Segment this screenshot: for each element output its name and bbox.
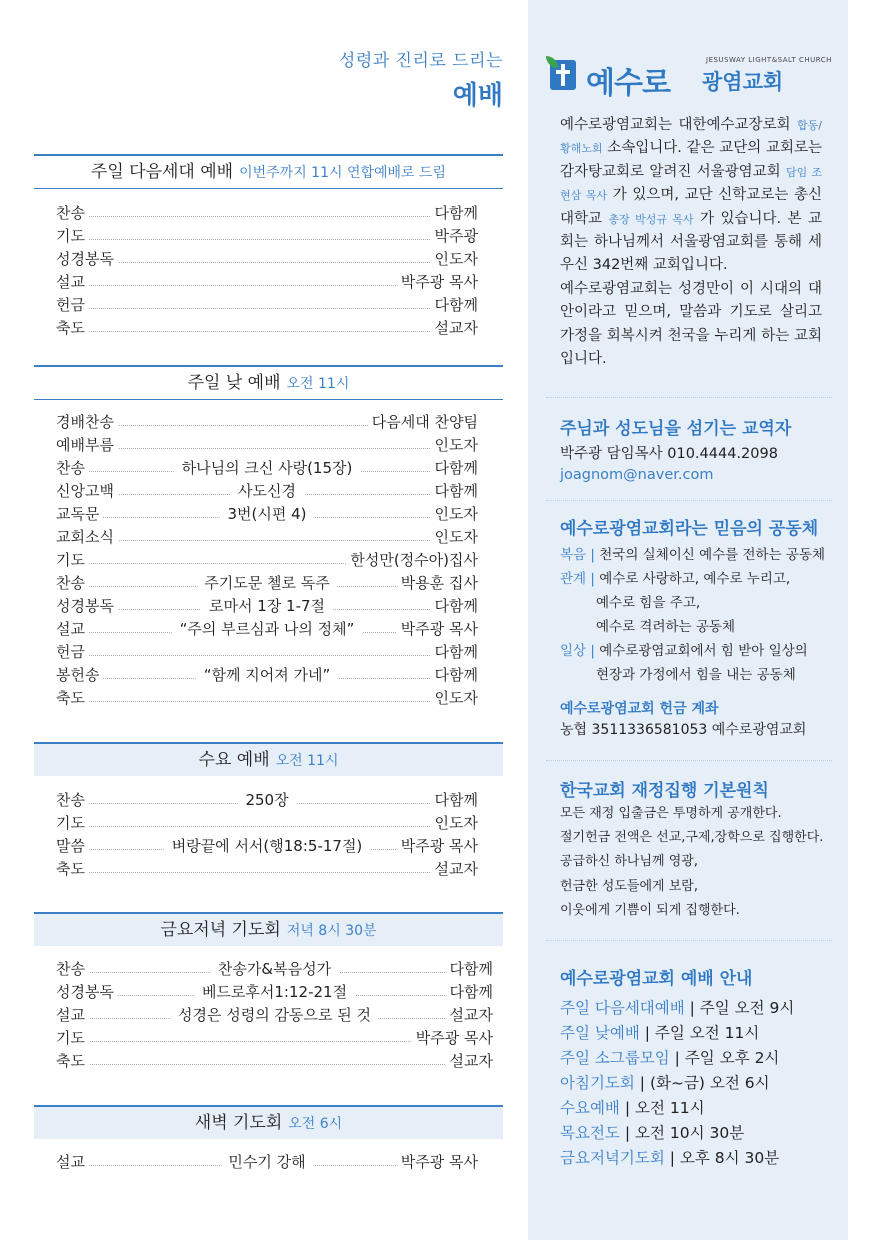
row-label: 봉헌송	[56, 664, 103, 687]
program-row	[56, 595, 478, 618]
row-label: 축도	[56, 687, 89, 710]
row-label: 축도	[56, 1050, 89, 1073]
services-list	[560, 996, 794, 1171]
row-leader: 다함께	[431, 480, 478, 503]
community-title: 예수로광염교회라는 믿음의 공동체	[560, 519, 819, 539]
section-title-text: 주일 낮 예배	[187, 373, 281, 393]
account-title: 예수로광염교회 헌금 계좌	[560, 701, 719, 717]
program-row	[56, 618, 478, 641]
intro-highlight: 담임 조현삼 목사	[560, 165, 822, 203]
community-line: 예수로 격려하는 공동체	[596, 619, 735, 635]
row-leader: 다함께	[446, 981, 493, 1004]
row-label: 설교	[56, 618, 89, 641]
row-label: 찬송	[56, 202, 89, 225]
section-note: 저녁 8시 30분	[286, 923, 377, 939]
row-label: 성경봉독	[56, 981, 118, 1004]
staff-pastor: 박주광 담임목사 010.4444.2098	[560, 446, 778, 462]
finance-line: 공급하신 하나님께 영광,	[560, 854, 698, 870]
row-content: 하나님의 크신 사랑(15장)	[174, 457, 361, 480]
service-name: 금요저녁기도회	[560, 1149, 665, 1167]
program-row	[56, 202, 478, 225]
finance-title: 한국교회 재정집행 기본원칙	[560, 781, 769, 801]
row-leader: 설교자	[431, 317, 478, 340]
section-note: 오전 11시	[286, 376, 350, 392]
program-row	[56, 526, 478, 549]
program-row	[56, 271, 478, 294]
section-rows-dawn	[56, 1151, 478, 1174]
row-leader: 박주광 목사	[397, 1151, 478, 1174]
row-leader: 박주광	[431, 225, 478, 248]
row-label: 찬송	[56, 789, 89, 812]
finance-line: 절기헌금 전액은 선교,구제,장학으로 집행한다.	[560, 830, 824, 846]
row-leader: 인도자	[431, 434, 478, 457]
row-label: 설교	[56, 1004, 89, 1027]
row-label: 기도	[56, 812, 89, 835]
program-row	[56, 480, 478, 503]
section-note: 오전 6시	[288, 1116, 343, 1132]
logo-english: JESUSWAY LIGHT&SALT CHURCH	[706, 56, 832, 64]
row-label: 성경봉독	[56, 595, 118, 618]
section-title-sunday	[34, 365, 503, 400]
service-name: 주일 다음세대예배	[560, 999, 685, 1017]
row-label: 교독문	[56, 503, 103, 526]
program-row	[56, 411, 478, 434]
row-leader: 설교자	[446, 1004, 493, 1027]
info-sidebar	[528, 0, 848, 1240]
service-name: 목요전도	[560, 1124, 620, 1142]
community-key: 복음	[560, 547, 587, 563]
program-row	[56, 549, 478, 572]
community-line: 예수로광염교회에서 힘 받아 일상의	[599, 643, 808, 659]
row-leader: 다함께	[431, 789, 478, 812]
service-name: 아침기도회	[560, 1074, 635, 1092]
row-content: 베드로후서1:12-21절	[194, 981, 355, 1004]
community-key: 관계	[560, 571, 587, 587]
divider	[546, 940, 832, 941]
service-item: 목요전도 | 오전 10시 30분	[560, 1124, 745, 1142]
row-leader: 설교자	[431, 858, 478, 881]
row-content: 주기도문 첼로 독주	[196, 572, 337, 595]
row-label: 설교	[56, 271, 89, 294]
row-label: 헌금	[56, 641, 89, 664]
row-leader: 인도자	[431, 526, 478, 549]
program-row	[56, 1050, 493, 1073]
finance-line: 이웃에게 기쁨이 되게 집행한다.	[560, 902, 740, 918]
community-item: 관계 | 예수로 사랑하고, 예수로 누리고,	[560, 571, 791, 587]
community-line: 현장과 가정에서 힘을 내는 공동체	[596, 667, 796, 683]
account-info: 농협 3511336581053 예수로광염교회	[560, 722, 807, 738]
intro-text: 가 있습니다. 본 교회는 하나님께서 서울광염교회를 통해 세우신 342번째 교회입니다.	[560, 210, 823, 274]
header-title: 예배	[452, 81, 503, 111]
program-row	[56, 981, 493, 1004]
divider	[546, 397, 832, 398]
row-leader: 박주광 목사	[397, 271, 478, 294]
community-key: 일상	[560, 643, 587, 659]
program-row	[56, 812, 478, 835]
community-line: 천국의 실체이신 예수를 전하는 공동체	[599, 547, 826, 563]
row-leader: 다함께	[431, 294, 478, 317]
row-leader: 인도자	[431, 248, 478, 271]
community-item: 일상 | 예수로광염교회에서 힘 받아 일상의	[560, 643, 808, 659]
section-rows-next-gen	[56, 202, 478, 340]
service-time: 오전 10시 30분	[634, 1124, 745, 1142]
leaf-icon	[546, 56, 558, 68]
service-time: 오전 11시	[634, 1099, 705, 1117]
section-title-text: 수요 예배	[198, 750, 270, 770]
service-time: (화~금) 오전 6시	[649, 1074, 770, 1092]
service-time: 주일 오후 2시	[684, 1049, 780, 1067]
program-row	[56, 641, 478, 664]
row-label: 찬송	[56, 958, 89, 981]
intro-text: 예수로광염교회는 대한예수교장로회	[560, 117, 791, 133]
section-rows-friday	[56, 958, 493, 1073]
section-note: 오전 11시	[275, 753, 339, 769]
row-content: 성경은 성령의 감동으로 된 것	[170, 1004, 379, 1027]
row-leader: 설교자	[446, 1050, 493, 1073]
row-leader: 한성만(정수아)집사	[346, 549, 478, 572]
program-row	[56, 434, 478, 457]
section-rows-wednesday	[56, 789, 478, 881]
community-item: 복음 | 천국의 실체이신 예수를 전하는 공동체	[560, 547, 826, 563]
section-title-text: 주일 다음세대 예배	[90, 162, 234, 182]
finance-line: 모든 재정 입출금은 투명하게 공개한다.	[560, 806, 782, 821]
row-leader: 인도자	[431, 503, 478, 526]
community-line: 예수로 사랑하고, 예수로 누리고,	[599, 571, 791, 587]
row-leader: 다함께	[431, 202, 478, 225]
worship-header	[339, 46, 503, 112]
service-time: 오후 8시 30분	[679, 1149, 780, 1167]
program-row	[56, 248, 478, 271]
program-row	[56, 835, 478, 858]
community-line: 예수로 힘을 주고,	[596, 595, 701, 611]
row-leader: 다함께	[431, 664, 478, 687]
service-item: 주일 다음세대예배 | 주일 오전 9시	[560, 999, 795, 1017]
section-note: 이번주까지 11시 연합예배로 드림	[239, 165, 447, 181]
program-row	[56, 1151, 478, 1174]
row-label: 예배부름	[56, 434, 118, 457]
section-title-next-gen	[34, 154, 503, 189]
service-item: 아침기도회 | (화~금) 오전 6시	[560, 1074, 770, 1092]
section-title-wednesday	[34, 742, 503, 776]
row-content: “주의 부르심과 나의 정체”	[172, 618, 363, 641]
row-label: 축도	[56, 858, 89, 881]
row-content: 찬송가&복음성가	[210, 958, 339, 981]
service-time: 주일 오전 9시	[699, 999, 795, 1017]
program-row	[56, 1004, 493, 1027]
row-content: 사도신경	[230, 480, 304, 503]
row-label: 찬송	[56, 457, 89, 480]
service-item: 주일 낮예배 | 주일 오전 11시	[560, 1024, 760, 1042]
row-label: 기도	[56, 549, 89, 572]
intro-highlight: 합동/황해노회	[560, 119, 822, 156]
divider	[546, 760, 832, 761]
row-leader: 박주광 목사	[397, 835, 478, 858]
intro-text: 가 있으며, 교단 신학교로는 총신대학교	[560, 187, 822, 227]
program-row	[56, 958, 493, 981]
church-logo	[550, 56, 832, 101]
row-content: 벼랑끝에 서서(행18:5-17절)	[164, 835, 371, 858]
row-leader: 다음세대 찬양팀	[368, 411, 478, 434]
church-intro	[560, 114, 822, 371]
program-row	[56, 687, 478, 710]
community-list	[560, 543, 840, 687]
row-label: 설교	[56, 1151, 89, 1174]
staff-info	[560, 444, 778, 486]
row-label: 축도	[56, 317, 89, 340]
section-rows-sunday	[56, 411, 478, 710]
section-title-text: 새벽 기도회	[194, 1113, 283, 1133]
staff-title: 주님과 성도님을 섬기는 교역자	[560, 419, 792, 439]
row-label: 기도	[56, 225, 89, 248]
row-label: 교회소식	[56, 526, 118, 549]
row-content: 로마서 1장 1-7절	[201, 595, 333, 618]
intro-text: 예수로광염교회는 성경만이 이 시대의 대안이라고 믿으며, 말씀과 기도로 살리고 가정을 회복시켜 천국을 누리게 하는 교회입니다.	[560, 280, 822, 368]
service-name: 수요예배	[560, 1099, 620, 1117]
row-label: 기도	[56, 1027, 89, 1050]
staff-email[interactable]: joagnom@naver.com	[560, 467, 714, 483]
section-title-friday	[34, 912, 503, 946]
program-row	[56, 572, 478, 595]
row-leader: 박주광 목사	[412, 1027, 493, 1050]
service-time: 주일 오전 11시	[654, 1024, 760, 1042]
row-label: 찬송	[56, 572, 89, 595]
finance-principles	[560, 802, 842, 923]
program-row	[56, 294, 478, 317]
service-item: 주일 소그룹모임 | 주일 오후 2시	[560, 1049, 780, 1067]
row-leader: 다함께	[446, 958, 493, 981]
program-row	[56, 225, 478, 248]
service-name: 주일 낮예배	[560, 1024, 640, 1042]
services-title: 예수로광염교회 예배 안내	[560, 969, 753, 989]
header-subtitle: 성령과 진리로 드리는	[338, 51, 503, 71]
row-content: 민수기 강해	[220, 1151, 313, 1174]
row-label: 성경봉독	[56, 248, 118, 271]
divider	[546, 500, 832, 501]
program-row	[56, 789, 478, 812]
section-title-dawn	[34, 1105, 503, 1139]
row-leader: 인도자	[431, 812, 478, 835]
service-item: 수요예배 | 오전 11시	[560, 1099, 705, 1117]
row-leader: 인도자	[431, 687, 478, 710]
row-label: 신앙고백	[56, 480, 118, 503]
row-content: 250장	[237, 789, 296, 812]
row-content: 3번(시편 4)	[219, 503, 314, 526]
section-title-text: 금요저녁 기도회	[160, 920, 281, 940]
row-leader: 다함께	[431, 457, 478, 480]
service-item: 금요저녁기도회 | 오후 8시 30분	[560, 1149, 780, 1167]
row-label: 경배찬송	[56, 411, 118, 434]
service-name: 주일 소그룹모임	[560, 1049, 670, 1067]
row-leader: 박용훈 집사	[397, 572, 478, 595]
row-content: “함께 지어져 가네”	[196, 664, 339, 687]
program-row	[56, 1027, 493, 1050]
logo-name-primary: 예수로	[586, 66, 670, 101]
row-label: 헌금	[56, 294, 89, 317]
program-row	[56, 457, 478, 480]
row-leader: 다함께	[431, 595, 478, 618]
finance-line: 헌금한 성도들에게 보람,	[560, 878, 698, 894]
row-leader: 박주광 목사	[397, 618, 478, 641]
program-row	[56, 317, 478, 340]
program-row	[56, 503, 478, 526]
row-label: 말씀	[56, 835, 89, 858]
logo-name-secondary: 광염교회	[702, 70, 784, 94]
row-leader: 다함께	[431, 641, 478, 664]
program-row	[56, 664, 478, 687]
program-row	[56, 858, 478, 881]
intro-text: 소속입니다. 같은 교단의 교회로는 감자탕교회로 알려진 서울광염교회	[560, 140, 822, 180]
intro-highlight: 총장 박성규 목사	[608, 212, 694, 226]
